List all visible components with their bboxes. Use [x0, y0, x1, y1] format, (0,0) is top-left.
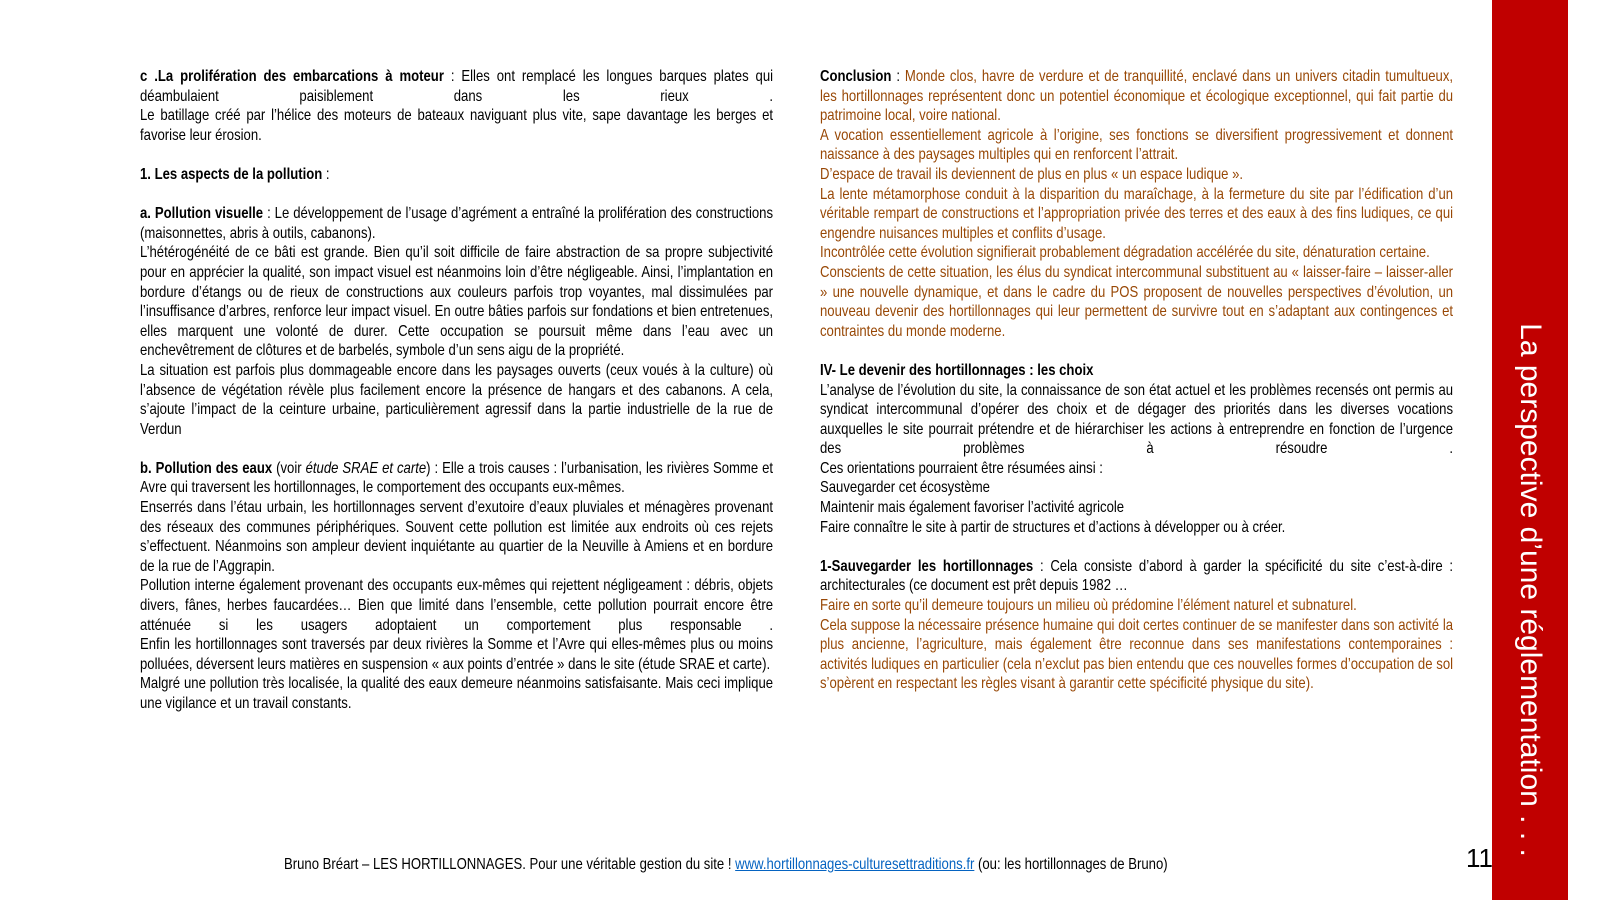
text: : Elles ont remplacé les longues barques plates qui déambulaient paisiblement dans les rieux .: [140, 68, 774, 105]
paragraph: L’hétérogénéité de ce bâti est grande. Bien qu’il soit difficile de faire abstraction de sa propre subjectivité pour en apprécier la qualité, son impact visuel est néanmoins loin d’être négligeable. Ainsi, l’implantation en bordure d’étangs ou de rieux de constructions aux couleurs parfois trop voyantes, mal dissimulées par l’insuffisance d’arbres, renforce leur impact visuel. En outre bâties parfois sur fondations et bien entretenues, elles marquent une volonté de durer. Cette occupation se poursuit même dans l’eau avec un enchevêtrement de clôtures et de barbelés, symbole d’un sens aigu de la propriété.: [140, 244, 774, 360]
section-heading-devenir: IV- Le devenir des hortillonnages : les choix: [820, 361, 1094, 379]
heading: a. Pollution visuelle: [140, 205, 264, 223]
list-item: Faire connaître le site à partir de structures et d’actions à développer ou à créer.: [820, 518, 1286, 536]
paragraph: Cela suppose la nécessaire présence humaine qui doit certes continuer de se manifester dans son activité la plus ancienne, l’agriculture, mais également être reconnue dans ses manifestations contemporaines : activités ludiques en particulier (cela n’exclut pas bien entendu que ces nouvelles formes d’occupation de sol s’opèrent en respectant les règles visant à garantir cette spécificité physique du site).: [820, 616, 1454, 693]
text: : Cela consiste d’abord à garder la spécificité du site c’est-à-dire : architecturales (ce document est prêt depuis 1982 …: [820, 557, 1454, 595]
sidebar-title: La perspective d’une réglementation . . .: [1514, 323, 1547, 857]
footer: [284, 856, 1168, 874]
text: :: [322, 165, 330, 183]
paragraph-conclusion: [820, 67, 1453, 126]
paragraph: Enserrés dans l’étau urbain, les hortillonnages servent d’exutoire d’eaux pluviales et ménagères provenant des réseaux des communes périphériques. Souvent cette pollution est limitée aux endroits où ces rejets s’effectuent. Néanmoins son ampleur devient inquiétante au quartier de la Neuville à Amiens et en bordure de la rue de l’Aggrapin.: [140, 499, 774, 575]
text: Monde clos, havre de verdure et de tranquillité, enclavé dans un univers citadin tumultueux, les hortillonnages représentent donc un potentiel économique et écologique exceptionnel, qui fait partie du patrimoine local, voire national.: [820, 68, 1454, 125]
paragraph: Malgré une pollution très localisée, la qualité des eaux demeure néanmoins satisfaisante. Mais ceci implique une vigilance et un travail constants.: [140, 675, 774, 712]
reference: étude SRAE et carte: [305, 459, 427, 477]
paragraph: Ces orientations pourraient être résumées ainsi :: [820, 459, 1103, 477]
heading: Conclusion: [820, 68, 892, 85]
paragraph: La lente métamorphose conduit à la disparition du maraîchage, à la fermeture du site par l’édification d’un véritable rempart de constructions et l’appropriation privée des terres et des eaux à des fins ludiques, ce qui engendre nuisances multiples et conflits d’usage.: [820, 185, 1454, 242]
list-item: Maintenir mais également favoriser l’activité agricole: [820, 499, 1125, 517]
footer-text: Bruno Bréart – LES HORTILLONNAGES. Pour une véritable gestion du site !: [284, 856, 736, 873]
paragraph: Conscients de cette situation, les élus du syndicat intercommunal substituent au « laisser-faire – laisser-aller » une nouvelle dynamique, et dans le cadre du POS proposent de nouvelles perspectives d’évolution, un nouveau devenir des hortillonnages qui leur permettent de survivre tout en s’adaptant aux contingences et contraintes du monde moderne.: [820, 263, 1454, 340]
paragraph: Le batillage créé par l’hélice des moteurs de bateaux naviguant plus vite, sape davantage les berges et favorise leur érosion.: [140, 107, 774, 144]
website-link[interactable]: www.hortillonnages-culturesettraditions.fr: [735, 856, 975, 873]
heading: b. Pollution des eaux: [140, 459, 273, 477]
footer-suffix: (ou: les hortillonnages de Bruno): [974, 856, 1168, 873]
text: ) : Elle a trois causes : l’urbanisation, les rivières Somme et Avre qui traversent les hortillonnages, le comportement des occupants eux-mêmes.: [140, 459, 774, 497]
paragraph: Enfin les hortillonnages sont traversés par deux rivières la Somme et l’Avre qui elles-mêmes plus ou moins polluées, déversent leurs matières en suspension « aux points d’entrée » dans le site (étude SRAE et carte).: [140, 636, 774, 673]
text: : Le développement de l’usage d’agrément a entraîné la prolifération des constructions (maisonnettes, abris à outils, cabanons).: [140, 205, 774, 242]
text: (voir: [272, 459, 306, 477]
paragraph: La situation est parfois plus dommageable encore dans les paysages ouverts (ceux voués à la culture) où l’absence de végétation révèle plus facilement encore la présence de hangars et des cabanons. A cela, s’ajoute l’impact de la ceinture urbaine, particulièrement agressif dans la partie industrielle de la rue de Verdun: [140, 361, 774, 438]
paragraph: Pollution interne également provenant des occupants eux-mêmes qui rejettent négligeament : débris, objets divers, fânes, herbes faucardées… Bien que limité dans l’ensemble, cette pollution pourrait encore être atténuée si les usagers adoptaient un comportement plus responsable .: [140, 577, 774, 634]
paragraph-pollution-eaux: [140, 459, 773, 498]
heading: 1. Les aspects de la pollution: [140, 165, 323, 183]
paragraph-sauvegarder: [820, 557, 1453, 596]
paragraph-embarcations: [140, 67, 773, 106]
heading: 1-Sauvegarder les hortillonnages: [820, 557, 1034, 575]
paragraph: D’espace de travail ils deviennent de plus en plus « un espace ludique ».: [820, 165, 1244, 183]
paragraph: A vocation essentiellement agricole à l’origine, ses fonctions se diversifient progressivement et donnent naissance à des paysages multiples qui en renforcent l’attrait.: [820, 126, 1454, 164]
right-column: [820, 67, 1453, 694]
paragraph-pollution-visuelle: [140, 204, 773, 243]
left-column: [140, 67, 773, 714]
heading-embarcations: c .La prolifération des embarcations à moteur: [140, 68, 444, 85]
paragraph: Incontrôlée cette évolution signifierait probablement dégradation accélérée du site, dénaturation certaine.: [820, 244, 1430, 262]
paragraph: Faire en sorte qu’il demeure toujours un milieu où prédomine l’élément naturel et subnaturel.: [820, 597, 1357, 615]
section-heading-pollution: [140, 165, 773, 185]
text: :: [891, 68, 905, 85]
paragraph: L’analyse de l’évolution du site, la connaissance de son état actuel et les problèmes recensés ont permis au syndicat intercommunal d’opérer des choix et de dégager des priorités dans les diverses vocations auxquelles le site pourrait prétendre et de hiérarchiser les actions à entreprendre en fonction de l’urgence des problèmes à résoudre .: [820, 381, 1454, 458]
page-number: 11: [1466, 843, 1493, 873]
list-item: Sauvegarder cet écosystème: [820, 479, 990, 497]
